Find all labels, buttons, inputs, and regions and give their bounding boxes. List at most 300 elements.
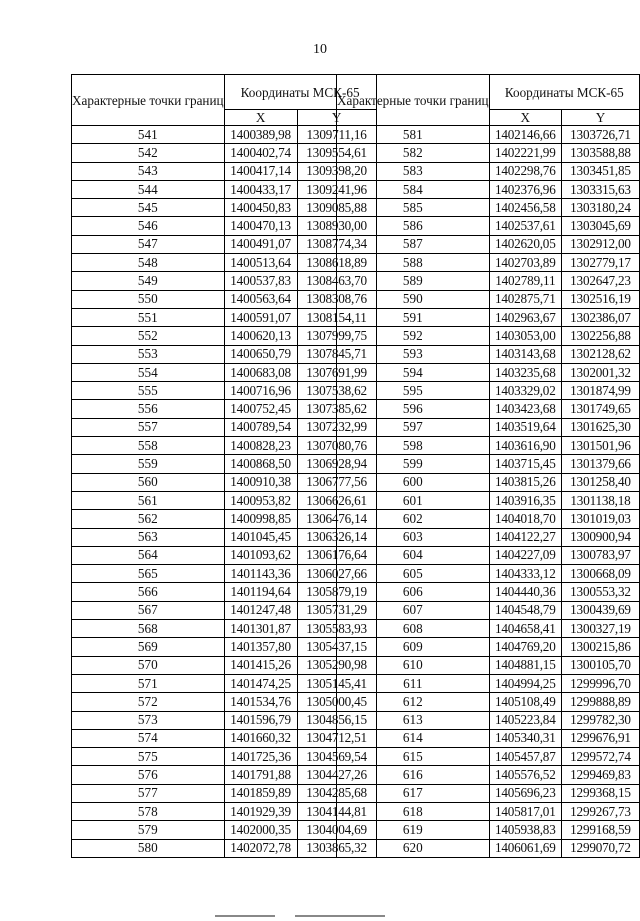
point-cell: 552 <box>72 327 225 345</box>
point-cell: 576 <box>72 766 225 784</box>
point-cell: 590 <box>337 290 490 308</box>
y-coord-cell: 1301379,66 <box>561 455 639 473</box>
x-coord-cell: 1403519,64 <box>489 418 561 436</box>
x-coord-cell: 1404018,70 <box>489 510 561 528</box>
x-coord-cell: 1403715,45 <box>489 455 561 473</box>
point-cell: 592 <box>337 327 490 345</box>
table-row <box>337 766 640 784</box>
x-coord-cell: 1406061,69 <box>489 839 561 857</box>
table-row <box>337 802 640 820</box>
point-cell: 559 <box>72 455 225 473</box>
table-row <box>337 217 640 235</box>
x-coord-cell: 1405223,84 <box>489 711 561 729</box>
table-row <box>337 455 640 473</box>
point-cell: 585 <box>337 199 490 217</box>
x-coord-cell: 1401247,48 <box>224 601 297 619</box>
table-row <box>72 491 377 509</box>
point-cell: 618 <box>337 802 490 820</box>
point-cell: 605 <box>337 565 490 583</box>
table-row <box>72 546 377 564</box>
y-coord-cell: 1300327,19 <box>561 620 639 638</box>
table-row <box>72 345 377 363</box>
x-coord-cell: 1402072,78 <box>224 839 297 857</box>
y-coord-cell: 1299267,73 <box>561 802 639 820</box>
table-row <box>337 839 640 857</box>
point-cell: 606 <box>337 583 490 601</box>
x-coord-cell: 1401093,62 <box>224 546 297 564</box>
x-coord-cell: 1403423,68 <box>489 400 561 418</box>
point-cell: 575 <box>72 748 225 766</box>
table-row <box>337 345 640 363</box>
table-row <box>72 308 377 326</box>
y-coord-cell: 1300900,94 <box>561 528 639 546</box>
y-coord-cell: 1303315,63 <box>561 180 639 198</box>
table-row <box>72 729 377 747</box>
x-coord-cell: 1402000,35 <box>224 821 297 839</box>
point-cell: 579 <box>72 821 225 839</box>
point-cell: 556 <box>72 400 225 418</box>
y-coord-cell: 1307080,76 <box>297 437 376 455</box>
y-coord-cell: 1306326,14 <box>297 528 376 546</box>
table-row <box>72 473 377 491</box>
x-coord-cell: 1400620,13 <box>224 327 297 345</box>
table-row <box>337 821 640 839</box>
y-coord-cell: 1305879,19 <box>297 583 376 601</box>
y-coord-cell: 1301625,30 <box>561 418 639 436</box>
point-cell: 610 <box>337 656 490 674</box>
coordinates-table-left <box>71 74 377 858</box>
x-coord-cell: 1400389,98 <box>224 126 297 144</box>
x-coord-cell: 1402146,66 <box>489 126 561 144</box>
table-row <box>72 126 377 144</box>
point-cell: 544 <box>72 180 225 198</box>
point-cell: 564 <box>72 546 225 564</box>
table-row <box>337 272 640 290</box>
y-coord-cell: 1302779,17 <box>561 254 639 272</box>
y-coord-cell: 1304712,51 <box>297 729 376 747</box>
table-row <box>337 199 640 217</box>
table-row <box>72 638 377 656</box>
y-coord-cell: 1309398,20 <box>297 162 376 180</box>
table-row <box>337 162 640 180</box>
y-coord-cell: 1304144,81 <box>297 802 376 820</box>
point-cell: 587 <box>337 235 490 253</box>
point-cell: 603 <box>337 528 490 546</box>
x-coord-cell: 1402537,61 <box>489 217 561 235</box>
x-coord-cell: 1405576,52 <box>489 766 561 784</box>
x-coord-cell: 1400953,82 <box>224 491 297 509</box>
x-coord-cell: 1402620,05 <box>489 235 561 253</box>
x-coord-cell: 1400513,64 <box>224 254 297 272</box>
point-cell: 581 <box>337 126 490 144</box>
y-coord-cell: 1301019,03 <box>561 510 639 528</box>
x-coord-cell: 1403329,02 <box>489 382 561 400</box>
table-row <box>72 199 377 217</box>
x-coord-cell: 1400450,83 <box>224 199 297 217</box>
y-coord-cell: 1305437,15 <box>297 638 376 656</box>
x-coord-cell: 1404769,20 <box>489 638 561 656</box>
y-coord-cell: 1307999,75 <box>297 327 376 345</box>
point-cell: 582 <box>337 144 490 162</box>
point-cell: 573 <box>72 711 225 729</box>
x-coord-cell: 1400789,54 <box>224 418 297 436</box>
coordinates-table-right <box>336 74 640 858</box>
coordinates-column-header: Координаты МСК-65 <box>489 75 639 110</box>
y-coord-cell: 1308463,70 <box>297 272 376 290</box>
x-coord-cell: 1400417,14 <box>224 162 297 180</box>
table-row <box>337 729 640 747</box>
point-cell: 555 <box>72 382 225 400</box>
point-cell: 608 <box>337 620 490 638</box>
point-cell: 551 <box>72 308 225 326</box>
y-coord-cell: 1301874,99 <box>561 382 639 400</box>
table-row <box>337 528 640 546</box>
point-cell: 545 <box>72 199 225 217</box>
table-row <box>72 327 377 345</box>
point-cell: 596 <box>337 400 490 418</box>
y-coord-cell: 1306476,14 <box>297 510 376 528</box>
table-row <box>337 473 640 491</box>
y-coord-cell: 1308308,76 <box>297 290 376 308</box>
y-coord-cell: 1307691,99 <box>297 363 376 381</box>
y-coord-cell: 1299070,72 <box>561 839 639 857</box>
point-cell: 595 <box>337 382 490 400</box>
point-cell: 600 <box>337 473 490 491</box>
table-row <box>337 784 640 802</box>
x-coord-cell: 1405340,31 <box>489 729 561 747</box>
table-row <box>72 455 377 473</box>
table-body-left <box>72 126 377 858</box>
table-row <box>337 290 640 308</box>
table-row <box>337 308 640 326</box>
point-cell: 561 <box>72 491 225 509</box>
table-row <box>337 254 640 272</box>
y-coord-cell: 1307232,99 <box>297 418 376 436</box>
point-cell: 572 <box>72 693 225 711</box>
point-cell: 578 <box>72 802 225 820</box>
y-coord-cell: 1302912,00 <box>561 235 639 253</box>
point-cell: 611 <box>337 674 490 692</box>
point-cell: 594 <box>337 363 490 381</box>
y-coord-cell: 1303045,69 <box>561 217 639 235</box>
table-row <box>72 382 377 400</box>
table-row <box>337 400 640 418</box>
x-coord-cell: 1402298,76 <box>489 162 561 180</box>
point-cell: 589 <box>337 272 490 290</box>
y-coord-cell: 1306027,66 <box>297 565 376 583</box>
x-coord-cell: 1404881,15 <box>489 656 561 674</box>
point-cell: 591 <box>337 308 490 326</box>
table-row <box>72 620 377 638</box>
y-coord-cell: 1299996,70 <box>561 674 639 692</box>
y-coord-cell: 1304856,15 <box>297 711 376 729</box>
point-cell: 583 <box>337 162 490 180</box>
y-coord-cell: 1299469,83 <box>561 766 639 784</box>
x-coord-cell: 1404122,27 <box>489 528 561 546</box>
point-cell: 584 <box>337 180 490 198</box>
table-row <box>72 565 377 583</box>
x-coord-cell: 1404658,41 <box>489 620 561 638</box>
point-cell: 616 <box>337 766 490 784</box>
y-coord-cell: 1300215,86 <box>561 638 639 656</box>
x-coord-cell: 1400998,85 <box>224 510 297 528</box>
x-coord-cell: 1400563,64 <box>224 290 297 308</box>
x-coord-cell: 1401357,80 <box>224 638 297 656</box>
x-coord-cell: 1401415,26 <box>224 656 297 674</box>
y-coord-cell: 1308774,34 <box>297 235 376 253</box>
point-cell: 563 <box>72 528 225 546</box>
y-coord-cell: 1304569,54 <box>297 748 376 766</box>
y-coord-cell: 1306626,61 <box>297 491 376 509</box>
table-row <box>72 180 377 198</box>
x-coord-cell: 1405108,49 <box>489 693 561 711</box>
table-row <box>72 144 377 162</box>
table-row <box>337 126 640 144</box>
table-row <box>72 601 377 619</box>
point-cell: 615 <box>337 748 490 766</box>
scan-artifact-line <box>215 915 275 917</box>
table-row <box>72 839 377 857</box>
x-coord-cell: 1401474,25 <box>224 674 297 692</box>
x-coord-cell: 1402456,58 <box>489 199 561 217</box>
y-coord-cell: 1305290,98 <box>297 656 376 674</box>
y-coord-cell: 1304004,69 <box>297 821 376 839</box>
table-row <box>72 272 377 290</box>
y-coord-cell: 1307845,71 <box>297 345 376 363</box>
y-column-header: Y <box>561 110 639 126</box>
table-row <box>72 363 377 381</box>
points-column-header: Характерные точки границ <box>337 75 490 126</box>
point-cell: 570 <box>72 656 225 674</box>
x-coord-cell: 1400752,45 <box>224 400 297 418</box>
table-row <box>72 254 377 272</box>
y-coord-cell: 1303180,24 <box>561 199 639 217</box>
table-row <box>72 766 377 784</box>
x-coord-cell: 1401596,79 <box>224 711 297 729</box>
y-coord-cell: 1309711,16 <box>297 126 376 144</box>
y-coord-cell: 1306777,56 <box>297 473 376 491</box>
point-cell: 588 <box>337 254 490 272</box>
y-coord-cell: 1306176,64 <box>297 546 376 564</box>
point-cell: 554 <box>72 363 225 381</box>
x-coord-cell: 1401301,87 <box>224 620 297 638</box>
y-coord-cell: 1301501,96 <box>561 437 639 455</box>
point-cell: 565 <box>72 565 225 583</box>
x-coord-cell: 1404227,09 <box>489 546 561 564</box>
point-cell: 598 <box>337 437 490 455</box>
point-cell: 607 <box>337 601 490 619</box>
table-row <box>72 784 377 802</box>
y-coord-cell: 1305145,41 <box>297 674 376 692</box>
x-coord-cell: 1403916,35 <box>489 491 561 509</box>
y-coord-cell: 1309085,88 <box>297 199 376 217</box>
point-cell: 602 <box>337 510 490 528</box>
y-coord-cell: 1303451,85 <box>561 162 639 180</box>
y-coord-cell: 1305000,45 <box>297 693 376 711</box>
y-coord-cell: 1309554,61 <box>297 144 376 162</box>
point-cell: 569 <box>72 638 225 656</box>
point-cell: 604 <box>337 546 490 564</box>
point-cell: 566 <box>72 583 225 601</box>
x-coord-cell: 1402221,99 <box>489 144 561 162</box>
table-row <box>337 638 640 656</box>
x-coord-cell: 1404333,12 <box>489 565 561 583</box>
point-cell: 543 <box>72 162 225 180</box>
table-row <box>337 711 640 729</box>
y-coord-cell: 1308930,00 <box>297 217 376 235</box>
table-row <box>72 748 377 766</box>
y-coord-cell: 1303588,88 <box>561 144 639 162</box>
y-coord-cell: 1305583,93 <box>297 620 376 638</box>
x-coord-cell: 1400433,17 <box>224 180 297 198</box>
y-coord-cell: 1301258,40 <box>561 473 639 491</box>
table-row <box>72 711 377 729</box>
y-coord-cell: 1304285,68 <box>297 784 376 802</box>
y-coord-cell: 1301749,65 <box>561 400 639 418</box>
x-coord-cell: 1400868,50 <box>224 455 297 473</box>
x-coord-cell: 1400910,38 <box>224 473 297 491</box>
table-row <box>72 674 377 692</box>
x-coord-cell: 1401791,88 <box>224 766 297 784</box>
table-row <box>337 565 640 583</box>
point-cell: 546 <box>72 217 225 235</box>
x-coord-cell: 1401859,89 <box>224 784 297 802</box>
x-coord-cell: 1400491,07 <box>224 235 297 253</box>
point-cell: 613 <box>337 711 490 729</box>
table-row <box>337 327 640 345</box>
point-cell: 597 <box>337 418 490 436</box>
x-coord-cell: 1401194,64 <box>224 583 297 601</box>
x-coord-cell: 1401929,39 <box>224 802 297 820</box>
x-coord-cell: 1404548,79 <box>489 601 561 619</box>
y-coord-cell: 1303865,32 <box>297 839 376 857</box>
x-coord-cell: 1405696,23 <box>489 784 561 802</box>
point-cell: 620 <box>337 839 490 857</box>
y-coord-cell: 1299368,15 <box>561 784 639 802</box>
x-coord-cell: 1402703,89 <box>489 254 561 272</box>
y-coord-cell: 1299782,30 <box>561 711 639 729</box>
table-row <box>72 290 377 308</box>
point-cell: 553 <box>72 345 225 363</box>
x-coord-cell: 1400650,79 <box>224 345 297 363</box>
coordinates-column-header: Координаты МСК-65 <box>224 75 376 110</box>
y-coord-cell: 1301138,18 <box>561 491 639 509</box>
point-cell: 550 <box>72 290 225 308</box>
y-coord-cell: 1302516,19 <box>561 290 639 308</box>
y-coord-cell: 1309241,96 <box>297 180 376 198</box>
table-row <box>72 162 377 180</box>
y-column-header: Y <box>297 110 376 126</box>
y-coord-cell: 1300553,32 <box>561 583 639 601</box>
table-row <box>72 821 377 839</box>
y-coord-cell: 1307385,62 <box>297 400 376 418</box>
table-row <box>337 693 640 711</box>
point-cell: 617 <box>337 784 490 802</box>
table-row <box>72 528 377 546</box>
x-coord-cell: 1401534,76 <box>224 693 297 711</box>
y-coord-cell: 1307538,62 <box>297 382 376 400</box>
table-row <box>337 363 640 381</box>
x-coord-cell: 1400402,74 <box>224 144 297 162</box>
x-coord-cell: 1400828,23 <box>224 437 297 455</box>
x-coord-cell: 1402963,67 <box>489 308 561 326</box>
table-row <box>337 601 640 619</box>
y-coord-cell: 1302001,32 <box>561 363 639 381</box>
point-cell: 577 <box>72 784 225 802</box>
x-coord-cell: 1400470,13 <box>224 217 297 235</box>
x-coord-cell: 1403053,00 <box>489 327 561 345</box>
point-cell: 599 <box>337 455 490 473</box>
point-cell: 571 <box>72 674 225 692</box>
table-row <box>72 418 377 436</box>
table-row <box>337 418 640 436</box>
table-row <box>337 583 640 601</box>
table-body-right <box>337 126 640 858</box>
y-coord-cell: 1299168,59 <box>561 821 639 839</box>
table-row <box>337 510 640 528</box>
y-coord-cell: 1300668,09 <box>561 565 639 583</box>
y-coord-cell: 1308618,89 <box>297 254 376 272</box>
y-coord-cell: 1299676,91 <box>561 729 639 747</box>
x-coord-cell: 1402875,71 <box>489 290 561 308</box>
x-coord-cell: 1405817,01 <box>489 802 561 820</box>
table-row <box>337 382 640 400</box>
point-cell: 619 <box>337 821 490 839</box>
point-cell: 562 <box>72 510 225 528</box>
x-coord-cell: 1402789,11 <box>489 272 561 290</box>
x-coord-cell: 1401660,32 <box>224 729 297 747</box>
x-coord-cell: 1402376,96 <box>489 180 561 198</box>
point-cell: 547 <box>72 235 225 253</box>
table-row <box>337 491 640 509</box>
points-column-header: Характерные точки границ <box>72 75 225 126</box>
x-coord-cell: 1404440,36 <box>489 583 561 601</box>
x-coord-cell: 1400537,83 <box>224 272 297 290</box>
point-cell: 558 <box>72 437 225 455</box>
table-row <box>72 583 377 601</box>
page-number: 10 <box>313 42 327 57</box>
table-row <box>72 510 377 528</box>
point-cell: 548 <box>72 254 225 272</box>
y-coord-cell: 1299572,74 <box>561 748 639 766</box>
y-coord-cell: 1302647,23 <box>561 272 639 290</box>
scan-artifact-line <box>295 915 385 917</box>
x-column-header: X <box>489 110 561 126</box>
x-coord-cell: 1401725,36 <box>224 748 297 766</box>
point-cell: 549 <box>72 272 225 290</box>
point-cell: 612 <box>337 693 490 711</box>
y-coord-cell: 1300105,70 <box>561 656 639 674</box>
x-coord-cell: 1405457,87 <box>489 748 561 766</box>
y-coord-cell: 1300783,97 <box>561 546 639 564</box>
table-row <box>72 693 377 711</box>
x-coord-cell: 1403815,26 <box>489 473 561 491</box>
point-cell: 593 <box>337 345 490 363</box>
table-row <box>72 217 377 235</box>
table-row <box>337 180 640 198</box>
point-cell: 609 <box>337 638 490 656</box>
y-coord-cell: 1302128,62 <box>561 345 639 363</box>
y-coord-cell: 1308154,11 <box>297 308 376 326</box>
x-coord-cell: 1403143,68 <box>489 345 561 363</box>
table-row <box>337 144 640 162</box>
point-cell: 568 <box>72 620 225 638</box>
y-coord-cell: 1299888,89 <box>561 693 639 711</box>
y-coord-cell: 1306928,94 <box>297 455 376 473</box>
table-row <box>337 674 640 692</box>
x-coord-cell: 1403235,68 <box>489 363 561 381</box>
y-coord-cell: 1304427,26 <box>297 766 376 784</box>
